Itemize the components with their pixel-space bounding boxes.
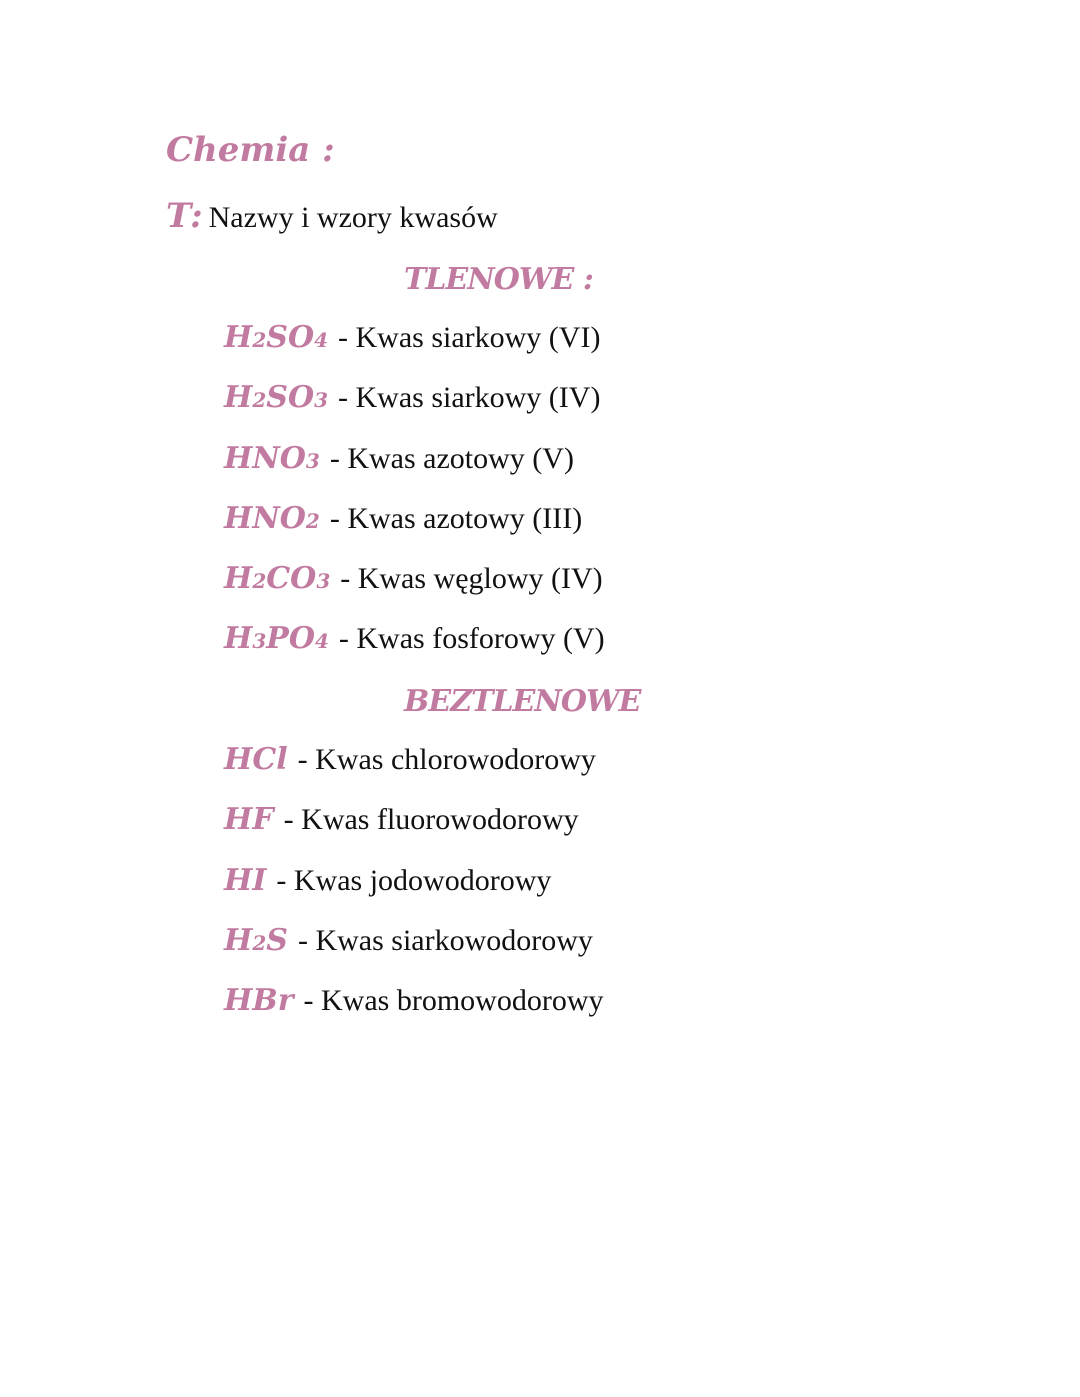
acid-name: - Kwas azotowy (V) <box>329 441 574 475</box>
topic-line <box>166 196 498 240</box>
acid-name: - Kwas węglowy (IV) <box>340 562 603 596</box>
acid-formula: HI <box>224 862 267 898</box>
oxygenless-acids-heading: BEZTLENOWE <box>404 684 641 719</box>
acid-formula: HNO2 <box>224 500 320 536</box>
acid-name: - Kwas chlorowodorowy <box>297 743 596 776</box>
topic-prefix: T: <box>166 196 203 236</box>
acid-formula: H2SO4 <box>224 320 329 355</box>
list-item <box>224 742 604 802</box>
subject-title: Chemia : <box>166 130 335 170</box>
acid-formula: HF <box>224 802 274 838</box>
acid-name: - Kwas siarkowy (IV) <box>338 381 601 415</box>
acid-name: - Kwas siarkowodorowy <box>297 923 593 957</box>
acid-name: - Kwas fosforowy (V) <box>338 622 605 656</box>
acid-name: - Kwas jodowodorowy <box>276 863 552 897</box>
oxygen-acids-heading: TLENOWE : <box>404 262 593 297</box>
acid-name: - Kwas siarkowy (VI) <box>338 321 601 354</box>
acid-name: - Kwas bromowodorowy <box>303 984 604 1018</box>
list-item <box>224 802 604 862</box>
acid-formula: H2S <box>224 922 288 958</box>
acid-formula: H3PO4 <box>224 621 329 657</box>
list-item <box>224 320 605 380</box>
list-item <box>224 561 605 621</box>
acid-name: - Kwas fluorowodorowy <box>283 803 579 837</box>
acid-name: - Kwas azotowy (III) <box>329 501 583 535</box>
list-item <box>224 983 604 1043</box>
acid-formula: H2CO3 <box>224 561 331 597</box>
oxygenless-acids-list <box>224 742 604 1043</box>
list-item <box>224 863 604 923</box>
topic-text: Nazwy i wzory kwasów <box>208 201 498 234</box>
list-item <box>224 621 605 681</box>
list-item <box>224 441 605 501</box>
list-item <box>224 923 604 983</box>
list-item <box>224 380 605 440</box>
list-item <box>224 501 605 561</box>
acid-formula: HBr <box>224 983 294 1019</box>
oxygen-acids-list <box>224 320 605 682</box>
acid-formula: HCl <box>224 742 288 777</box>
acid-formula: HNO3 <box>224 440 320 476</box>
acid-formula: H2SO3 <box>224 380 329 416</box>
